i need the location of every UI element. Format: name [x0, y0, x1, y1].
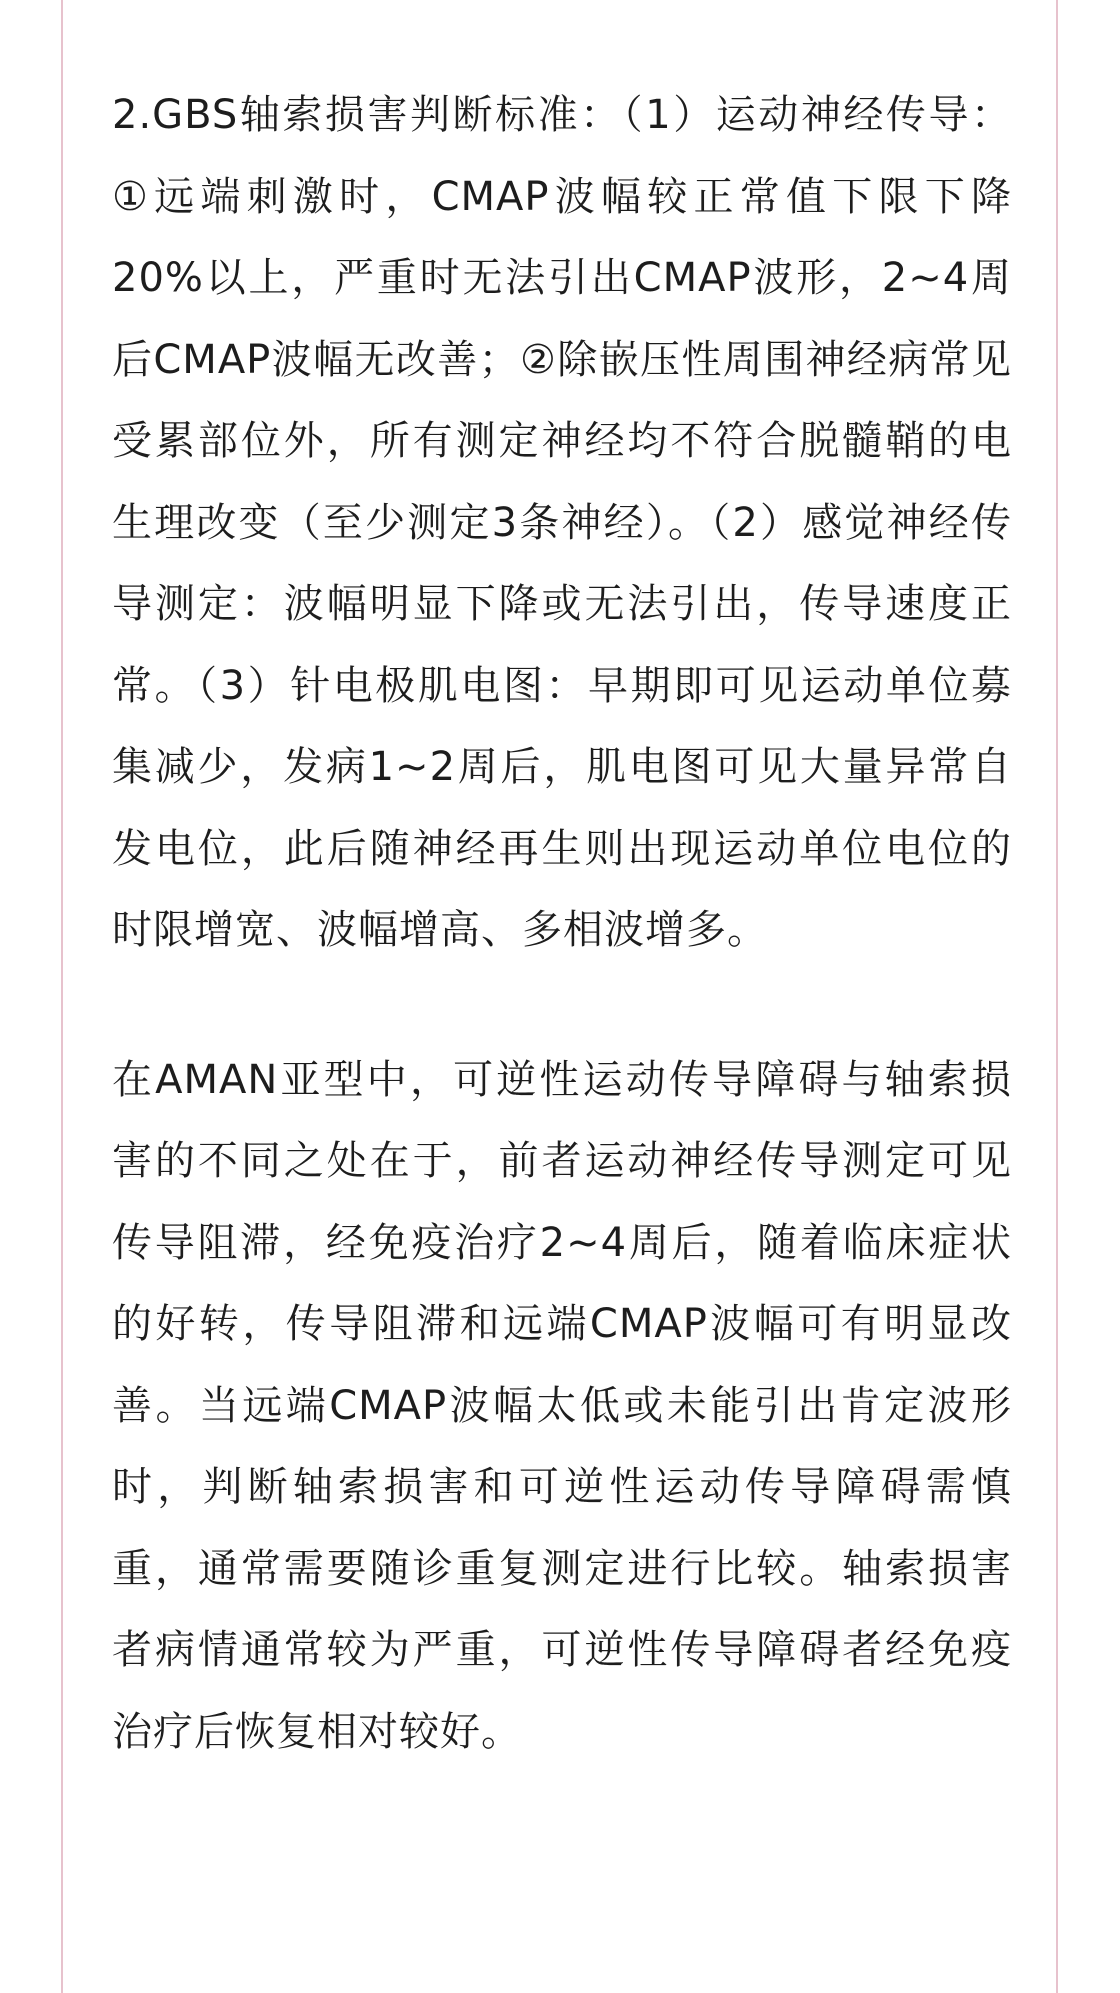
left-border-line	[61, 0, 63, 1993]
paragraph-axonal-criteria: 2.GBS轴索损害判断标准：（1）运动神经传导：①远端刺激时，CMAP波幅较正常值下限下降20%以上，严重时无法引出CMAP波形，2~4周后CMAP波幅无改善；②除嵌压性周围神经病常见受累部位外，所有测定神经均不符合脱髓鞘的电生理改变（至少测定3条神经）。（2）感觉神经传导测定：波幅明显下降或无法引出，传导速度正常。（3）针电极肌电图：早期即可见运动单位募集减少，发病1~2周后，肌电图可见大量异常自发电位，此后随神经再生则出现运动单位电位的时限增宽、波幅增高、多相波增多。	[112, 92, 1012, 953]
right-border-line	[1056, 0, 1058, 1993]
paragraph-aman-subtype: 在AMAN亚型中，可逆性运动传导障碍与轴索损害的不同之处在于，前者运动神经传导测定可见传导阻滞，经免疫治疗2~4周后，随着临床症状的好转，传导阻滞和远端CMAP波幅可有明显改善。当远端CMAP波幅太低或未能引出肯定波形时，判断轴索损害和可逆性运动传导障碍需慎重，通常需要随诊重复测定进行比较。轴索损害者病情通常较为严重，可逆性传导障碍者经免疫治疗后恢复相对较好。	[112, 1056, 1012, 1755]
article-body	[112, 75, 1012, 1773]
